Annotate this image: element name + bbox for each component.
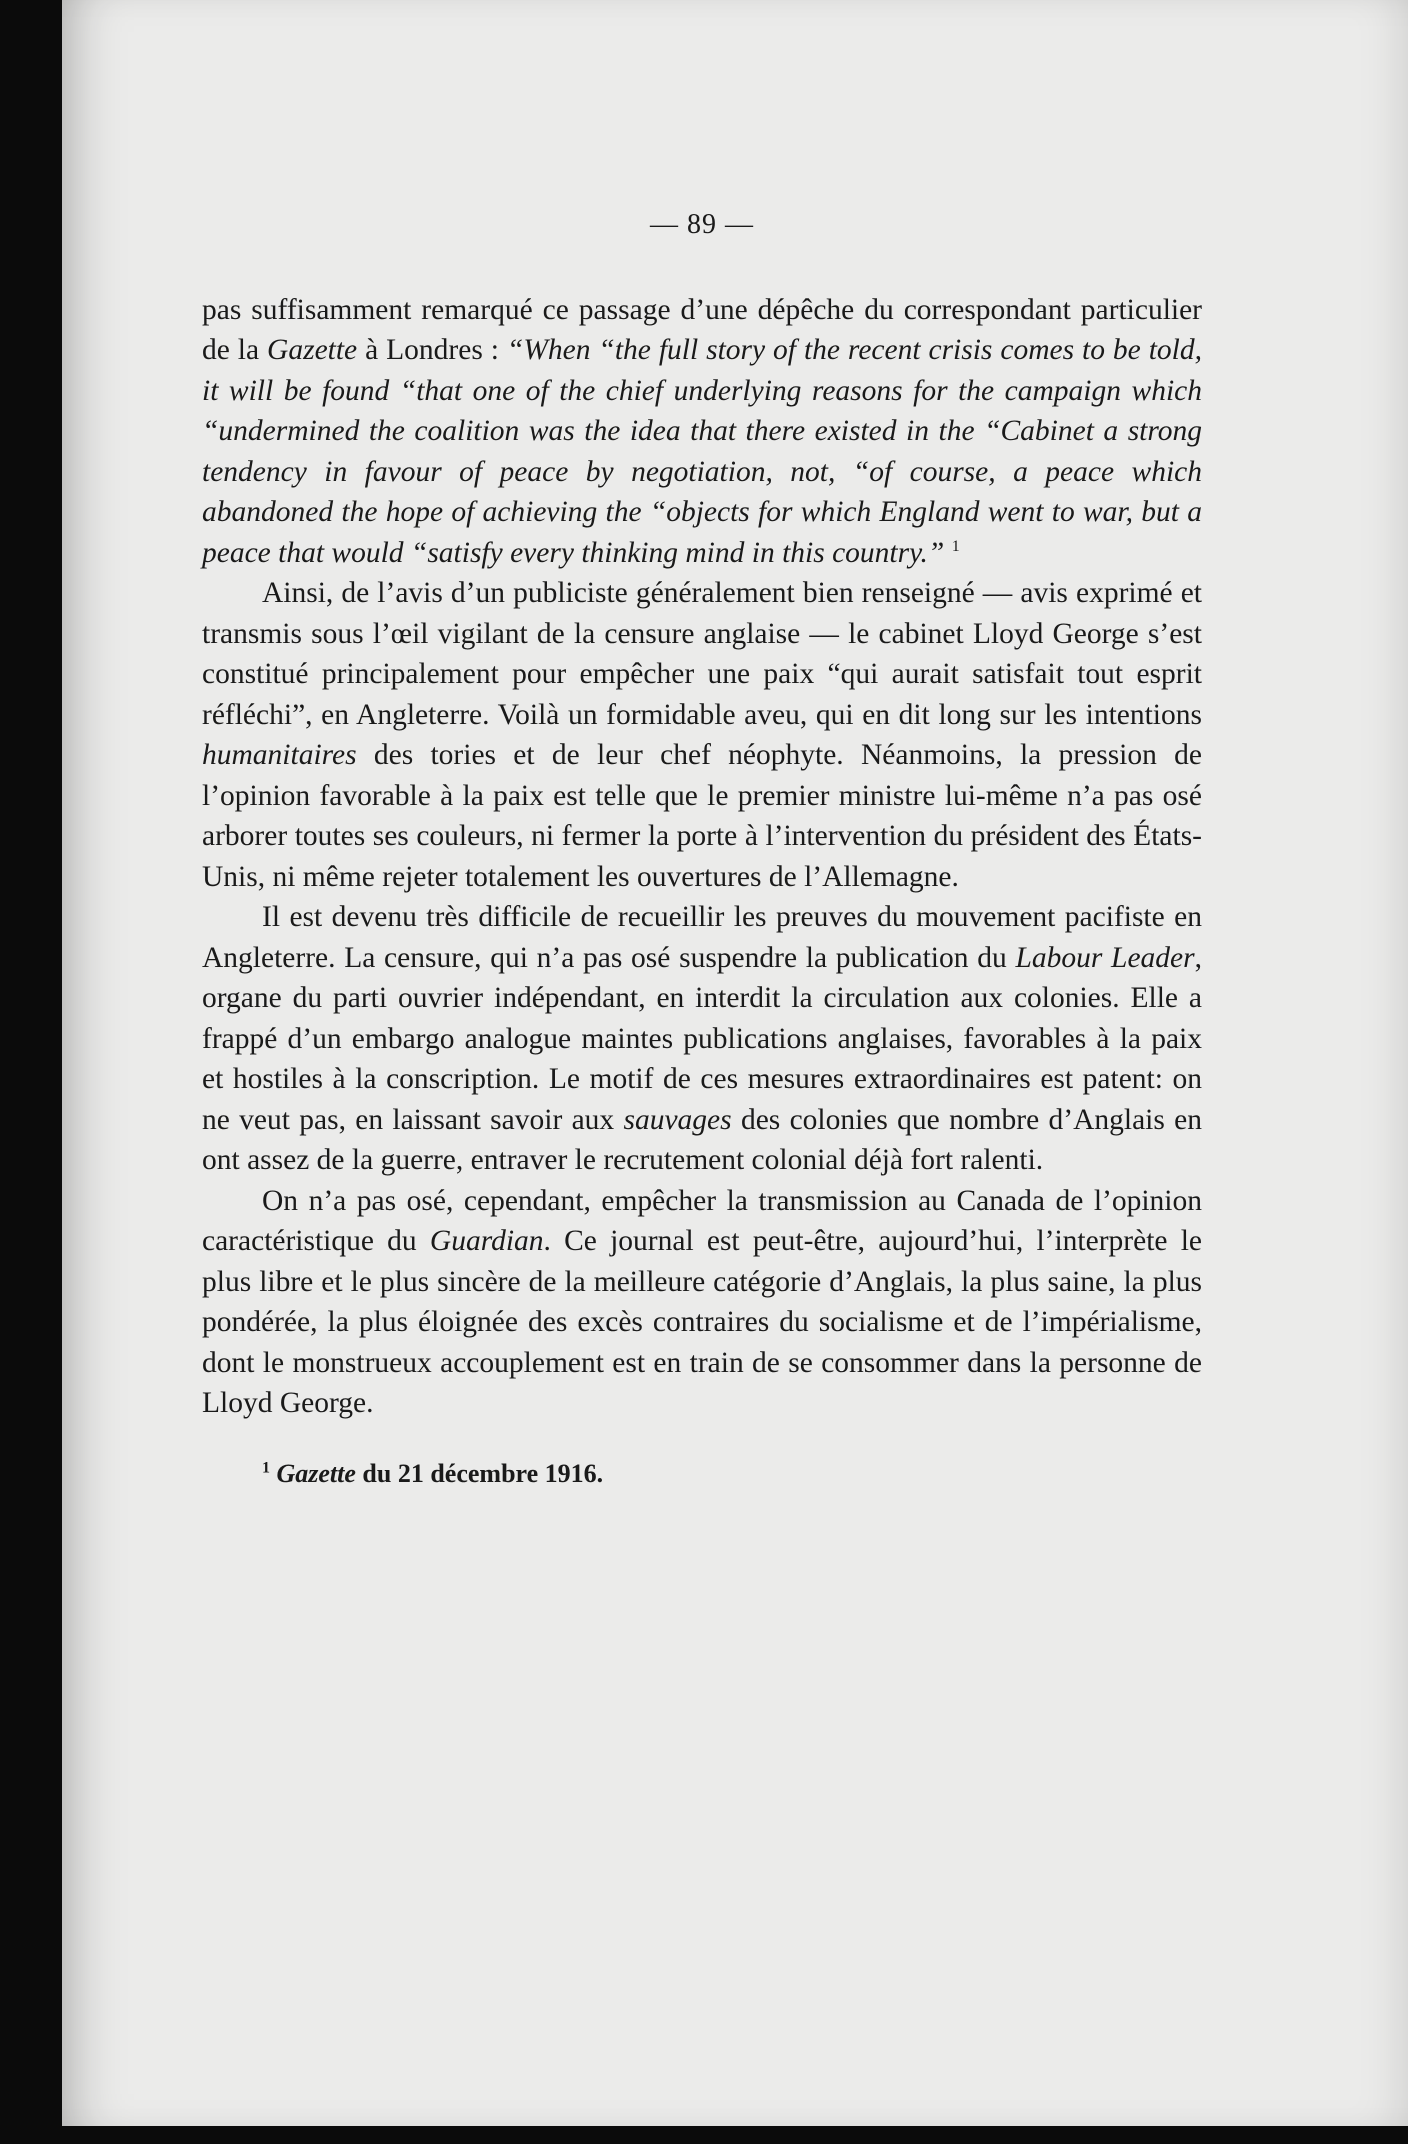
paragraph-1: [202, 290, 1202, 574]
paragraph-4-emphasis: Guardian: [429, 1225, 544, 1257]
footnote: [262, 1454, 1202, 1495]
paragraph-4: [202, 1181, 1202, 1424]
paragraph-2-tail: des tories et de leur chef néophyte. Néanmoins, la pression de l’opinion favorable à la paix est telle que le premier ministre lui-même n’a pas osé arborer toutes ses couleurs, ni fermer la porte à l’intervention du président des États-Unis, ni même rejeter totalement les ouvertures de l’Allemagne.: [202, 739, 1202, 893]
paragraph-1-lead: pas suffisamment remarqué ce passage d’une dépêche du correspondant particulier de la: [202, 293, 1202, 366]
paragraph-2-emphasis: humanitaires: [202, 739, 357, 771]
paragraph-3: [202, 897, 1202, 1181]
paragraph-4-tail: . Ce journal est peut-être, aujourd’hui, l’interprète le plus libre et le plus sincère de la meilleure catégorie d’Anglais, la plus saine, la plus pondérée, la plus éloignée des excès contraires du socialisme et de l’impérialisme, dont le monstrueux accouplement est en train de se consommer dans la personne de Lloyd George.: [202, 1225, 1202, 1419]
paragraph-3-mid: , organe du parti ouvrier indépendant, en interdit la circulation aux colonies. Elle a frappé d’un embargo analogue maintes publications anglaises, favorables à la paix et hostiles à la conscription. Le motif de ces mesures extraordinaires est patent: on ne veut pas, en laissant savoir aux: [202, 941, 1202, 1136]
paragraph-4-lead: On n’a pas osé, cependant, empêcher la transmission au Canada de l’opinion caractéristique du: [202, 1184, 1202, 1257]
footnote-text: du 21 décembre 1916.: [355, 1458, 604, 1488]
page-number: — 89 —: [650, 209, 754, 240]
paragraph-3-tail: des colonies que nombre d’Anglais en ont assez de la guerre, entraver le recrutement colonial déjà fort ralenti.: [202, 1103, 1202, 1176]
paragraph-3-emphasis-1: Labour Leader: [1015, 941, 1195, 974]
page-text: [202, 205, 1202, 1494]
footnote-marker: 1: [262, 1458, 270, 1476]
paragraph-3-lead: Il est devenu très difficile de recueillir les preuves du mouvement pacifiste en Angleterre. La censure, qui n’a pas osé suspendre la publication du: [202, 901, 1202, 974]
book-page: [62, 0, 1408, 2126]
paragraph-3-emphasis-2: sauvages: [623, 1103, 732, 1136]
footnote-source: Gazette: [276, 1458, 356, 1488]
paragraph-2-lead: Ainsi, de l’avis d’un publiciste généralement bien renseigné — avis exprimé et transmis sous l’œil vigilant de la censure anglaise — le cabinet Lloyd George s’est constitué principalement pour empêcher une paix “qui aurait satisfait tout esprit réfléchi”, en Angleterre. Voilà un formidable aveu, qui en dit long sur les intentions: [202, 577, 1202, 731]
english-quote: “When “the full story of the recent crisis comes to be told, it will be found “that one of the chief underlying reasons for the campaign which “undermined the coalition was the idea that there existed in the “Cabinet a strong tendency in favour of peace by negotiation, not, “of course, a peace which abandoned the hope of achieving the “objects for which England went to war, but a peace that would “satisfy every thinking mind in this country.”: [202, 334, 1202, 569]
paragraph-1-source: Gazette: [267, 334, 358, 366]
footnote-reference: 1: [951, 537, 960, 555]
paragraph-1-mid: à Londres :: [357, 334, 507, 366]
paragraph-2: [202, 573, 1202, 897]
